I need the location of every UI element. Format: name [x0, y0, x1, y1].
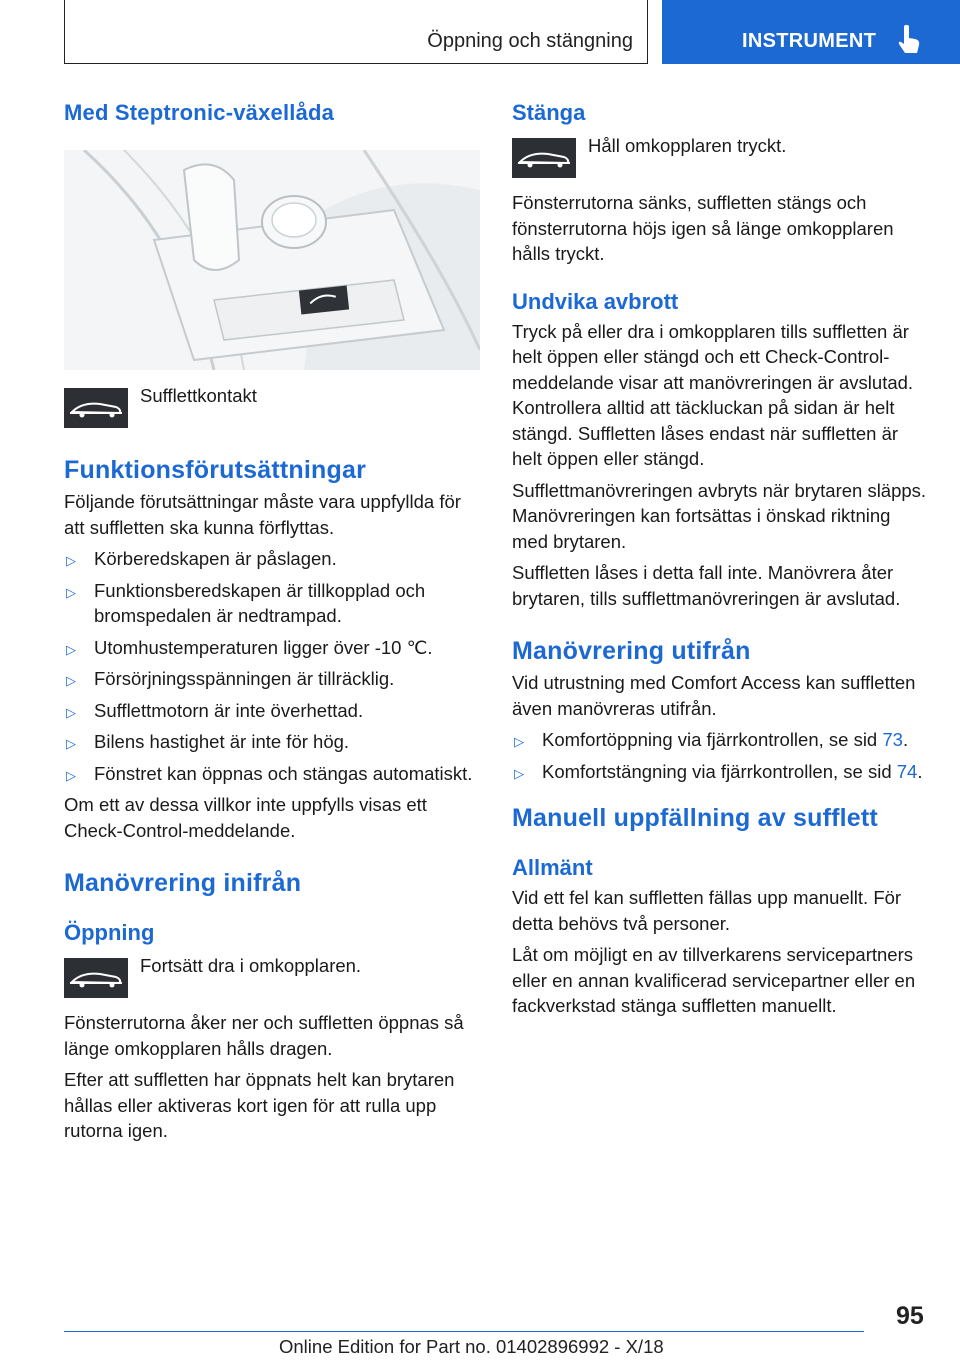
console-photo	[64, 150, 480, 370]
prereq-list	[64, 546, 484, 786]
icon-caption-close: Håll omkopplaren tryckt.	[588, 135, 787, 156]
triangle-bullet-icon: ▷	[66, 553, 76, 568]
heading-steptronic: Med Steptronic-växellåda	[64, 100, 335, 125]
close-paragraph: Fönsterrutorna sänks, suffletten stängs och fönsterrutorna höjs igen så länge omkopplaren hålls tryckt.	[512, 192, 894, 264]
footer-divider	[64, 1331, 864, 1332]
page-link-73[interactable]: 73	[882, 729, 903, 750]
list-item: ▷ Funktionsberedskapen är tillkopplad och bromspedalen är nedtrampad.	[66, 579, 426, 626]
edition-text: Online Edition for Part no. 01402896992 - X/18	[279, 1336, 664, 1357]
triangle-bullet-icon: ▷	[514, 734, 524, 749]
page-number: 95	[896, 1302, 924, 1330]
heading-open: Öppning	[64, 920, 155, 945]
triangle-bullet-icon: ▷	[66, 767, 76, 783]
convertible-roof-icon	[64, 388, 128, 428]
avoid-paragraph-1: Tryck på eller dra i omkopplaren tills suffletten är helt öppen eller stängd och ett Check-Control-meddelande visar att manövreringen är avslutad. Kontrollera alltid att täckluckan på sidan är helt stängd. Suffletten låses endast när suffletten är helt öppen eller stängd.	[512, 320, 914, 469]
right-column	[512, 100, 928, 1019]
header-section-box	[64, 0, 648, 64]
icon-row-open	[64, 955, 484, 998]
heading-general: Allmänt	[512, 855, 593, 880]
avoid-paragraph-3: Suffletten låses i detta fall inte. Manövrera åter brytaren, tills sufflettmanövreringen är avslutad.	[512, 562, 901, 609]
icon-caption-open: Fortsätt dra i omkopplaren.	[140, 955, 362, 976]
heading-inside: Manövrering inifrån	[64, 869, 302, 897]
triangle-bullet-icon: ▷	[66, 673, 76, 688]
triangle-bullet-icon: ▷	[66, 641, 76, 657]
triangle-bullet-icon: ▷	[66, 704, 76, 720]
list-item: ▷ Försörjningsspänningen är tillräcklig.	[64, 666, 484, 692]
heading-close: Stänga	[512, 100, 586, 125]
instrument-tab-label: INSTRUMENT	[742, 30, 877, 52]
icon-row-close	[512, 135, 928, 178]
list-item: ▷ Komfortöppning via fjärrkontrollen, se sid 73.	[512, 727, 928, 753]
list-item: ▷ Bilens hastighet är inte för hög.	[64, 729, 484, 755]
heading-outside: Manövrering utifrån	[512, 637, 751, 665]
list-item: ▷ Komfortstängning via fjärrkontrollen, se sid 74.	[512, 759, 928, 785]
prereq-outro: Om ett av dessa villkor inte uppfylls visas ett Check-Control-meddelande.	[64, 794, 427, 841]
instrument-tab[interactable]	[662, 0, 960, 64]
heading-avoid: Undvika avbrott	[512, 288, 679, 314]
general-paragraph-2: Låt om möjligt en av tillverkarens servicepartners eller en annan kvalificerad servicepartner eller en fackverkstad stänga suffletten manuellt.	[512, 944, 916, 1016]
left-column	[64, 100, 484, 1144]
list-item: ▷ Fönstret kan öppnas och stängas automatiskt.	[64, 761, 484, 787]
triangle-bullet-icon: ▷	[66, 736, 76, 751]
outside-intro: Vid utrustning med Comfort Access kan suffletten även manövreras utifrån.	[512, 672, 916, 719]
convertible-roof-icon	[64, 958, 128, 998]
page-link-74[interactable]: 74	[896, 760, 918, 782]
list-item: ▷ Körberedskapen är påslagen.	[64, 546, 484, 572]
prereq-intro: Följande förutsättningar måste vara uppfyllda för att suffletten ska kunna förflyttas.	[64, 491, 461, 538]
icon-row-sufflettkontakt	[64, 385, 484, 428]
triangle-bullet-icon: ▷	[514, 765, 524, 781]
open-paragraph-2: Efter att suffletten har öppnats helt kan brytaren hållas eller aktiveras kort igen för att rulla upp rutorna igen.	[64, 1069, 455, 1141]
list-item: ▷ Utomhustemperaturen ligger över -10 ℃.	[64, 635, 484, 661]
open-paragraph-1: Fönsterrutorna åker ner och suffletten öppnas så länge omkopplaren hålls dragen.	[64, 1012, 464, 1059]
hand-pointer-icon	[896, 25, 922, 55]
convertible-roof-icon	[512, 138, 576, 178]
list-item: ▷ Sufflettmotorn är inte överhettad.	[64, 698, 484, 724]
heading-manual: Manuell uppfällning av sufflett	[512, 804, 878, 832]
general-paragraph-1: Vid ett fel kan suffletten fällas upp manuellt. För detta behövs två personer.	[512, 887, 902, 934]
section-title: Öppning och stängning	[427, 30, 633, 52]
outside-list	[512, 727, 928, 784]
avoid-paragraph-2: Sufflettmanövreringen avbryts när brytaren släpps. Manövreringen kan fortsättas i önskad riktning med brytaren.	[512, 479, 927, 552]
triangle-bullet-icon: ▷	[66, 584, 76, 600]
heading-prerequisites: Funktionsförutsättningar	[64, 456, 367, 484]
icon-caption-sufflettkontakt: Sufflettkontakt	[140, 385, 257, 406]
